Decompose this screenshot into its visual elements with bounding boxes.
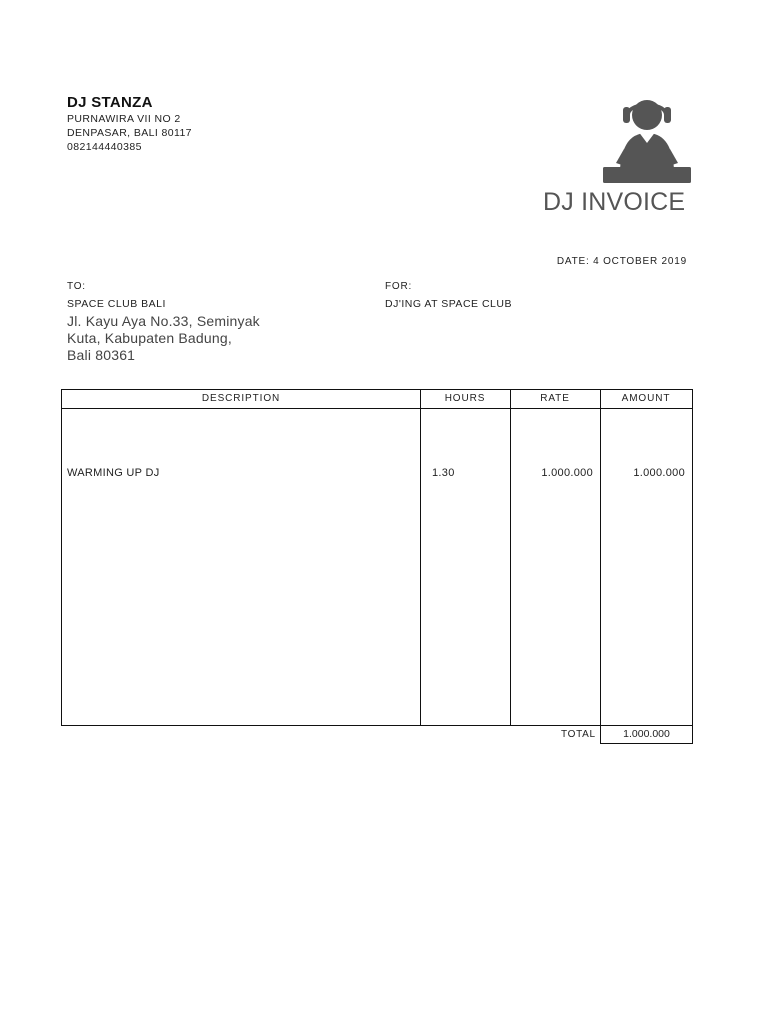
total-label: TOTAL xyxy=(561,729,596,740)
column-divider xyxy=(600,390,601,725)
company-name: DJ STANZA xyxy=(67,94,153,111)
column-divider xyxy=(510,390,511,725)
for-label: FOR: xyxy=(385,281,413,292)
header-hours: HOURS xyxy=(444,393,486,404)
row-hours: 1.30 xyxy=(432,467,455,479)
sender-address-line1: PURNAWIRA VII NO 2 xyxy=(67,113,181,125)
header-description: DESCRIPTION xyxy=(201,393,281,404)
bill-to-address-line1: Jl. Kayu Aya No.33, Seminyak xyxy=(67,313,260,329)
bill-to-address-line2: Kuta, Kabupaten Badung, xyxy=(67,330,232,346)
row-description: WARMING UP DJ xyxy=(67,467,160,479)
sender-address-line2: DENPASAR, BALI 80117 xyxy=(67,127,192,139)
invoice-title: DJ INVOICE xyxy=(543,188,686,216)
bill-to-address-line3: Bali 80361 xyxy=(67,347,136,363)
column-divider xyxy=(420,390,421,725)
bill-to-name: SPACE CLUB BALI xyxy=(67,298,166,310)
to-label: TO: xyxy=(67,281,86,292)
header-rate: RATE xyxy=(540,393,570,404)
for-value: DJ'ING AT SPACE CLUB xyxy=(385,298,512,310)
invoice-items-table xyxy=(61,389,693,726)
row-amount: 1.000.000 xyxy=(633,467,685,479)
dj-headphones-icon xyxy=(602,93,692,185)
header-amount: AMOUNT xyxy=(621,393,671,404)
table-header-divider xyxy=(62,408,692,409)
sender-phone: 082144440385 xyxy=(67,141,142,153)
invoice-date: DATE: 4 OCTOBER 2019 xyxy=(556,256,687,267)
row-rate: 1.000.000 xyxy=(541,467,593,479)
total-value: 1.000.000 xyxy=(600,725,693,744)
